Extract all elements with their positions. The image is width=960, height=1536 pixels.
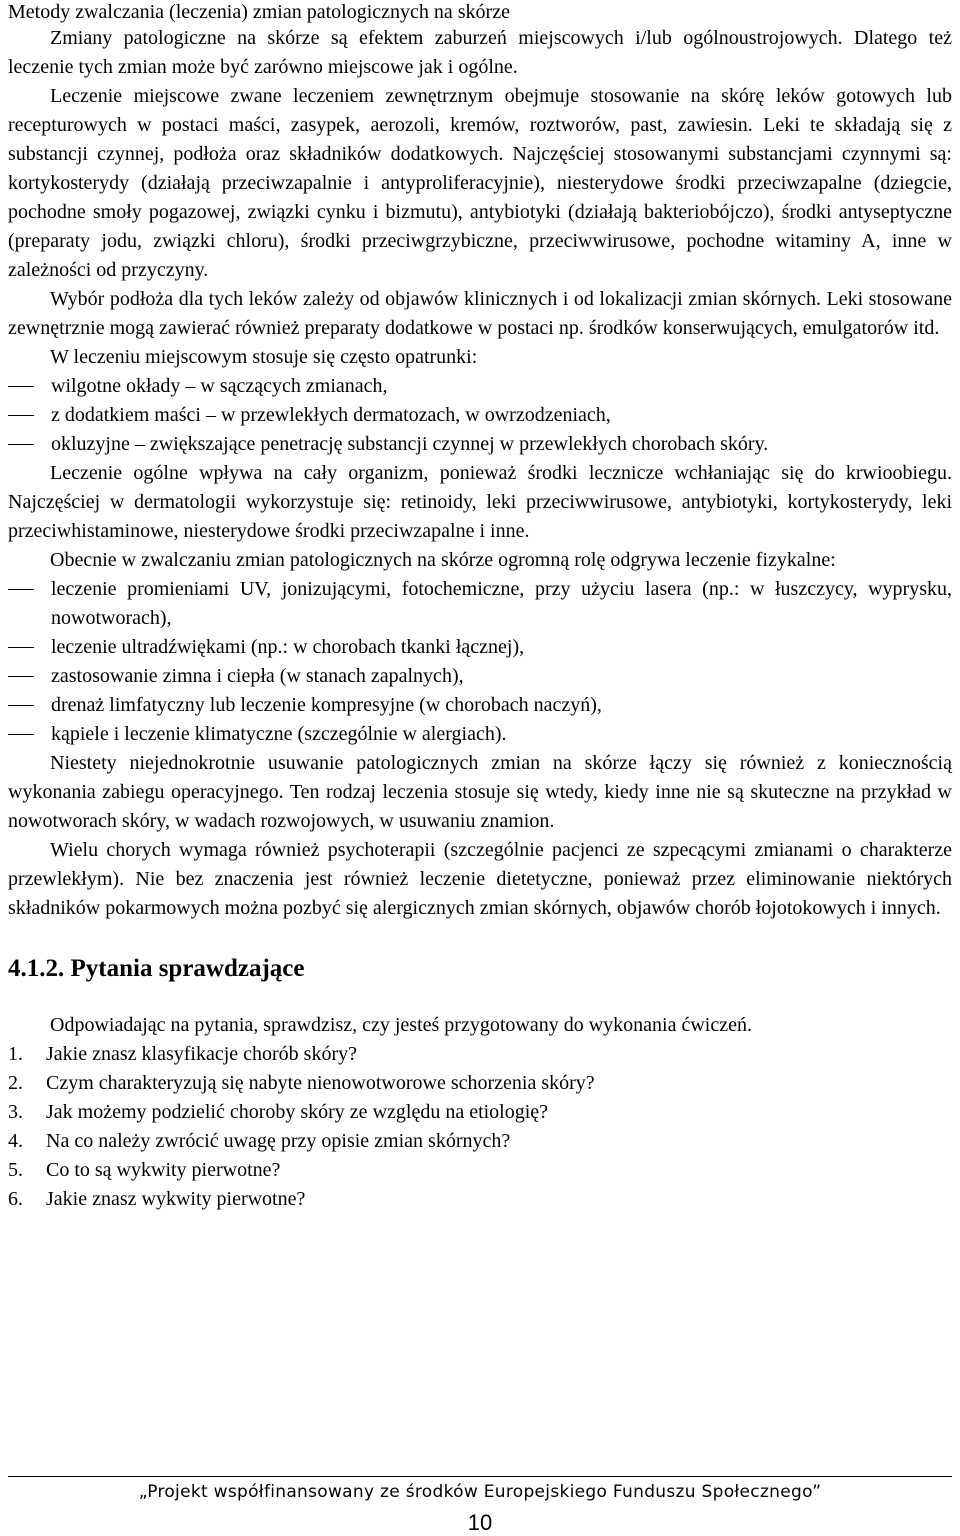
question-number: 1. — [8, 1043, 23, 1065]
list-item-text: wilgotne okłady – w sączących zmianach, — [51, 375, 388, 397]
list-item — [8, 662, 952, 691]
dash-bullet-icon — [8, 647, 34, 648]
list-item — [8, 430, 952, 459]
paragraph: Niestety niejednokrotnie usuwanie patologicznych zmian na skórze łączy się również z koniecznością wykonania zabiegu operacyjnego. Ten rodzaj leczenia stosuje się wtedy, kiedy inne nie są skuteczne na przykład w nowotworach skóry, w wadach rozwojowych, w usuwaniu znamion. — [8, 752, 952, 832]
paragraph: Leczenie ogólne wpływa na cały organizm, ponieważ środki lecznicze wchłaniając się do krwioobiegu. Najczęściej w dermatologii wykorzystuje się: retinoidy, leki przeciwwirusowe, antybiotyki, kortykosterydy, leki przeciwhistaminowe, niesterydowe środki przeciwzapalne i inne. — [8, 462, 952, 542]
list-item — [8, 401, 952, 430]
document-page — [8, 0, 952, 1214]
list-item — [8, 720, 952, 749]
question-number: 6. — [8, 1188, 23, 1210]
dash-bullet-icon — [8, 705, 34, 706]
paragraph: Leczenie miejscowe zwane leczeniem zewnętrznym obejmuje stosowanie na skórę leków gotowych lub recepturowych w postaci maści, zasypek, aerozoli, kremów, roztworów, past, zawiesin. Leki te składają się z substancji czynnej, podłoża oraz składników dodatkowych. Najczęściej stosowanymi substancjami czynnymi są: kortykosterydy (działają przeciwzapalnie i antyproliferacyjnie), niesterydowe środki przeciwzapalne (dziegcie, pochodne smoły pogazowej, związki cynku i bizmutu), antybiotyki (działają bakteriobójczo), środki antyseptyczne (preparaty jodu, związki chloru), środki przeciwgrzybiczne, przeciwwirusowe, pochodne witaminy A, inne w zależności od przyczyny. — [8, 85, 952, 281]
question-text: Na co należy zwrócić uwagę przy opisie zmian skórnych? — [46, 1130, 511, 1152]
footer-divider — [8, 1476, 952, 1477]
question-number: 2. — [8, 1072, 23, 1094]
dash-bullet-icon — [8, 386, 34, 387]
list-item — [8, 691, 952, 720]
question-text: Jakie znasz klasyfikacje chorób skóry? — [46, 1043, 357, 1065]
questions-list — [8, 1040, 952, 1214]
paragraph: Wielu chorych wymaga również psychoterapii (szczególnie pacjenci ze szpecącymi zmianami o charakterze przewlekłym). Nie bez znaczenia jest również leczenie dietetyczne, ponieważ przez eliminowanie niektórych składników pokarmowych można pozbyć się alergicznych zmian skórnych, objawów chorób łojotokowych i innych. — [8, 839, 952, 919]
list-item-text: okluzyjne – zwiększające penetrację substancji czynnej w przewlekłych chorobach skóry. — [51, 433, 769, 455]
list-item-text: leczenie ultradźwiękami (np.: w chorobach tkanki łącznej), — [51, 636, 525, 658]
question-number: 4. — [8, 1130, 23, 1152]
list-item — [8, 633, 952, 662]
list-item-text: zastosowanie zimna i ciepła (w stanach zapalnych), — [51, 665, 464, 687]
paragraph: Obecnie w zwalczaniu zmian patologicznych na skórze ogromną rolę odgrywa leczenie fizykalne: — [50, 549, 836, 571]
list-item-text: kąpiele i leczenie klimatyczne (szczególnie w alergiach). — [51, 723, 507, 745]
dash-bullet-icon — [8, 444, 34, 445]
question-text: Jak możemy podzielić choroby skóry ze względu na etiologię? — [46, 1101, 549, 1123]
list-item — [8, 1069, 952, 1098]
list-item-text: leczenie promieniami UV, jonizującymi, fotochemiczne, przy użyciu lasera (np.: w łuszczycy, wyprysku, nowotworach), — [51, 578, 952, 629]
question-number: 5. — [8, 1159, 23, 1181]
list-item — [8, 1185, 952, 1214]
list-item — [8, 372, 952, 401]
questions-heading: 4.1.2. Pytania sprawdzające — [8, 955, 305, 982]
paragraph: Wybór podłoża dla tych leków zależy od objawów klinicznych i od lokalizacji zmian skórnych. Leki stosowane zewnętrznie mogą zawierać również preparaty dodatkowe w postaci np. środków konserwujących, emulgatorów itd. — [8, 288, 952, 339]
section-title: Metody zwalczania (leczenia) zmian patologicznych na skórze — [8, 1, 510, 23]
page-number: 10 — [467, 1510, 493, 1535]
dash-bullet-icon — [8, 589, 34, 590]
list-item — [8, 1156, 952, 1185]
paragraph: W leczeniu miejscowym stosuje się często opatrunki: — [50, 346, 478, 368]
list-item — [8, 1040, 952, 1069]
list-item-text: drenaż limfatyczny lub leczenie kompresyjne (w chorobach naczyń), — [51, 694, 602, 716]
question-text: Co to są wykwity pierwotne? — [46, 1159, 281, 1181]
dash-bullet-icon — [8, 734, 34, 735]
list-item-text: z dodatkiem maści – w przewlekłych dermatozach, w owrzodzeniach, — [51, 404, 611, 426]
question-text: Jakie znasz wykwity pierwotne? — [46, 1188, 306, 1210]
paragraph: Zmiany patologiczne na skórze są efektem zaburzeń miejscowych i/lub ogólnoustrojowych. Dlatego też leczenie tych zmian może być zarówno miejscowe jak i ogólne. — [8, 27, 952, 78]
questions-intro: Odpowiadając na pytania, sprawdzisz, czy jesteś przygotowany do wykonania ćwiczeń. — [50, 1014, 752, 1036]
list-item — [8, 575, 952, 633]
dressings-list — [8, 372, 952, 459]
physical-therapy-list — [8, 575, 952, 749]
question-text: Czym charakteryzują się nabyte nienowotworowe schorzenia skóry? — [46, 1072, 595, 1094]
footer-text: „Projekt współfinansowany ze środków Europejskiego Funduszu Społecznego” — [138, 1482, 822, 1502]
dash-bullet-icon — [8, 676, 34, 677]
dash-bullet-icon — [8, 415, 34, 416]
list-item — [8, 1098, 952, 1127]
question-number: 3. — [8, 1101, 23, 1123]
list-item — [8, 1127, 952, 1156]
